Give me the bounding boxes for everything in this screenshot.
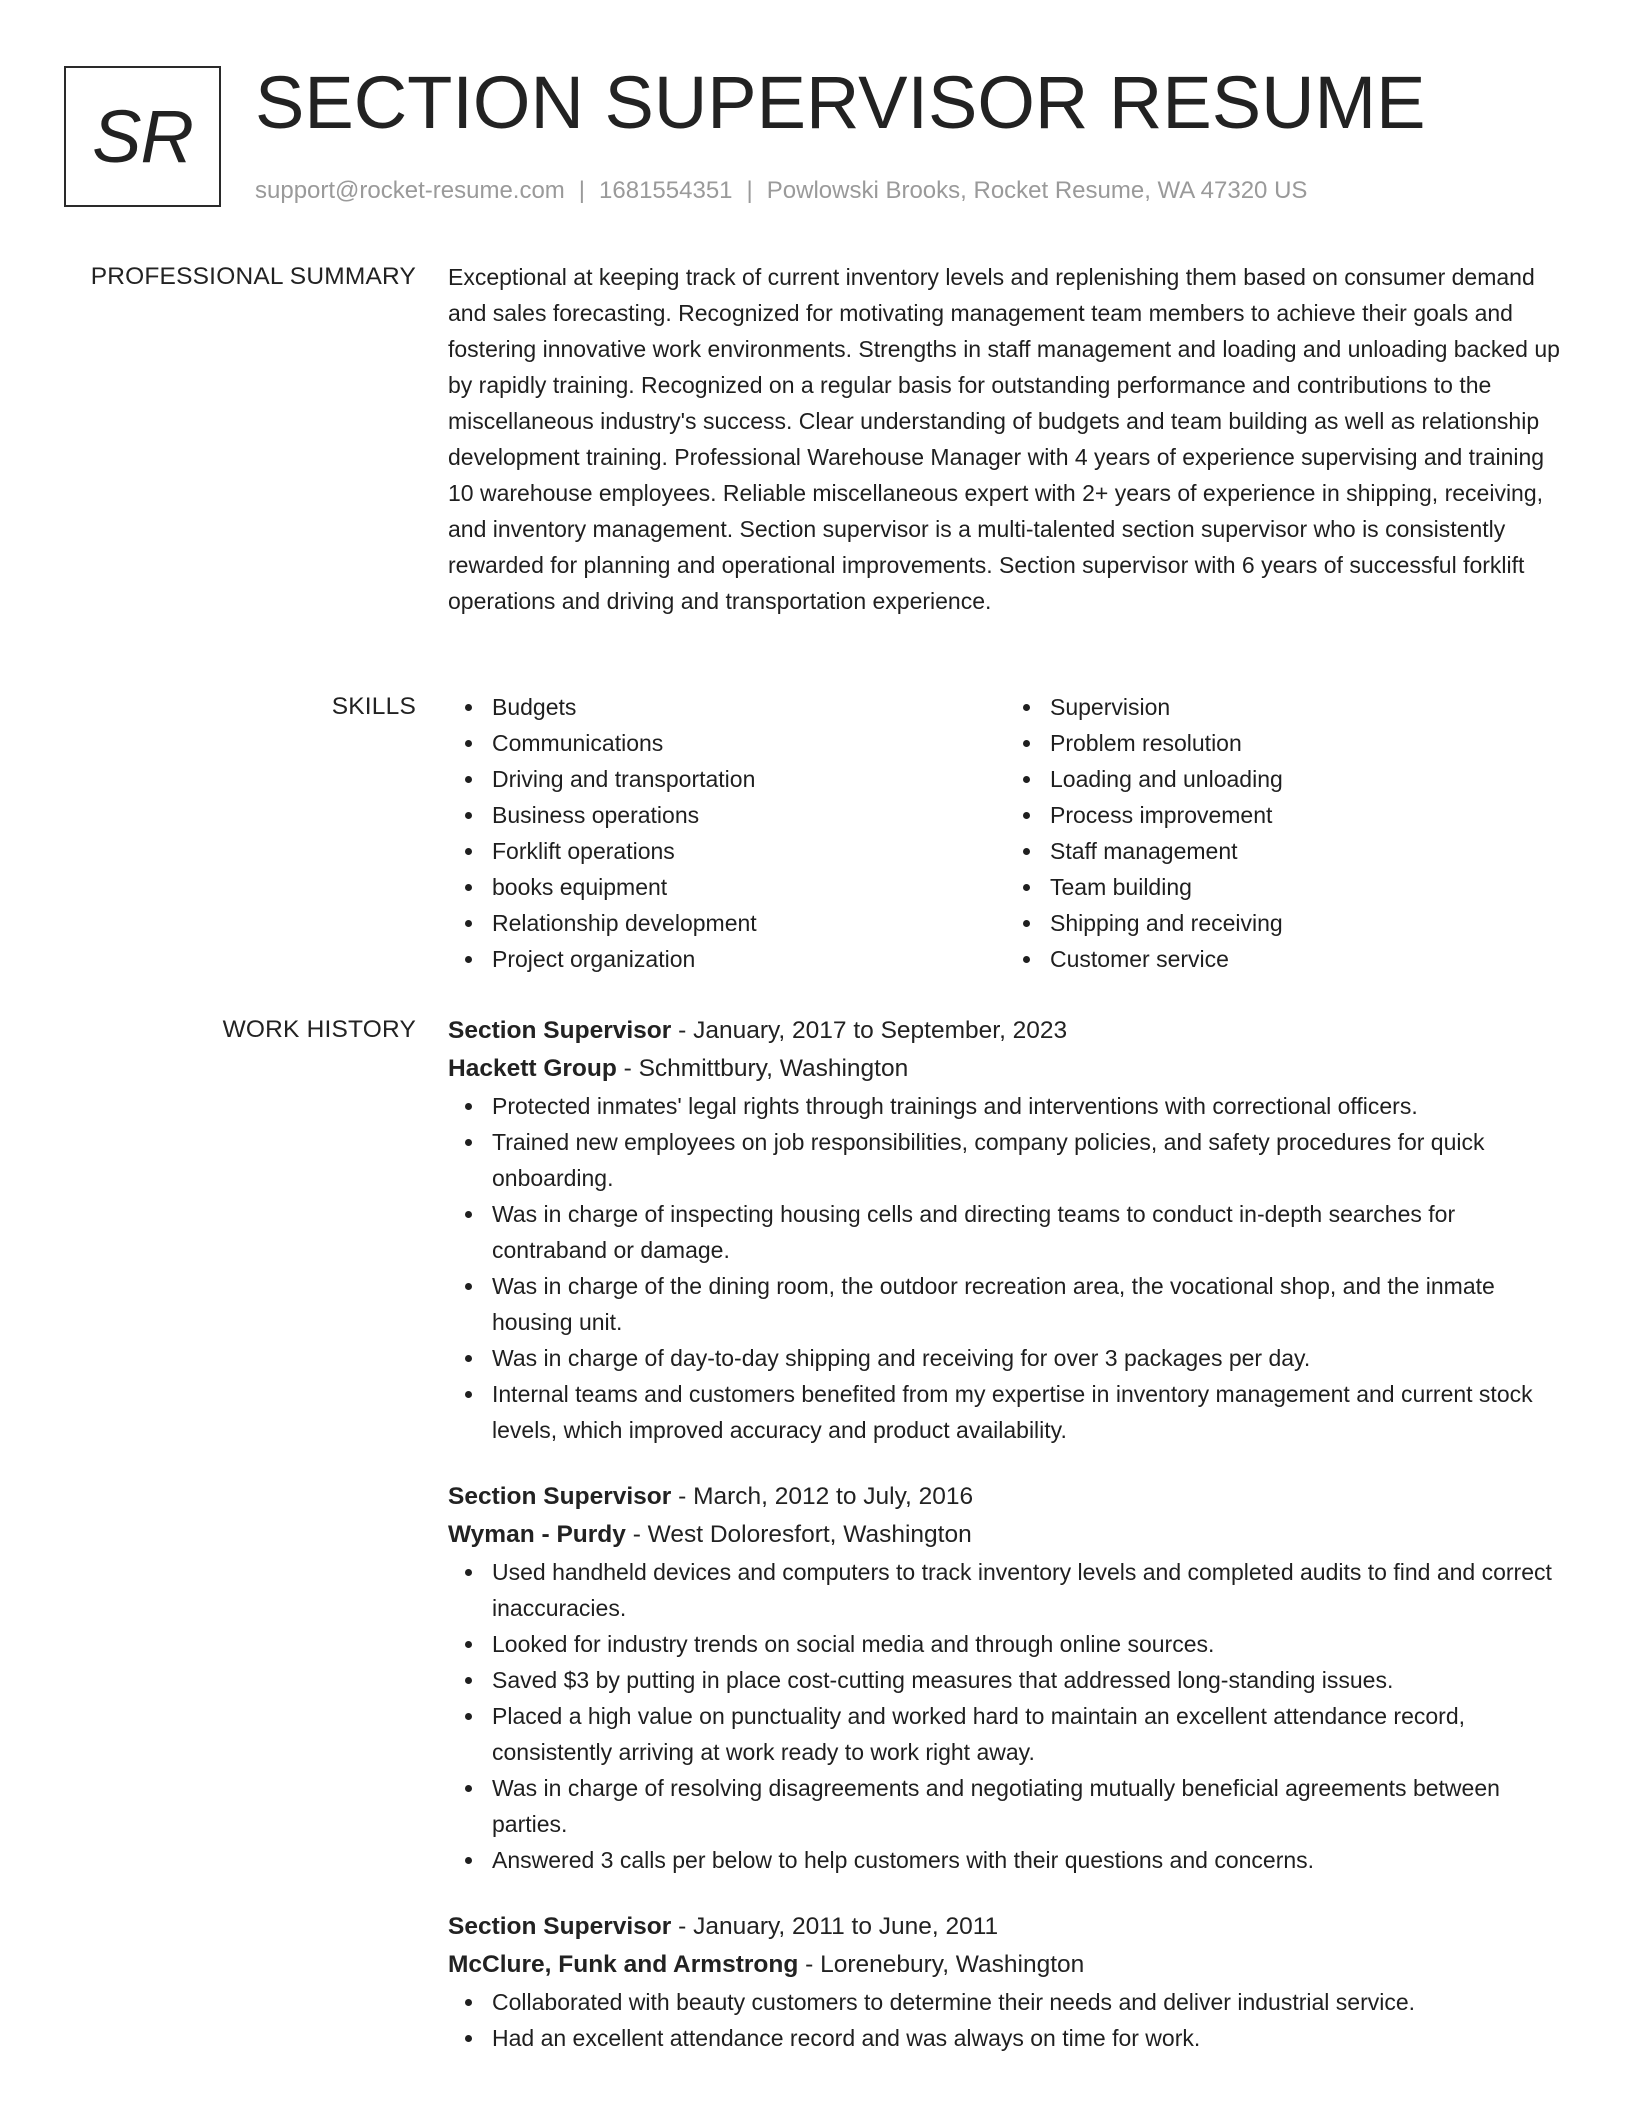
job-duties-list xyxy=(448,1554,1564,1878)
skill-item: Project organization xyxy=(492,941,1006,977)
job-duty: Was in charge of day-to-day shipping and receiving for over 3 packages per day. xyxy=(448,1340,1564,1376)
job-duty: Placed a high value on punctuality and worked hard to maintain an excellent attendance record, consistently arriving at work ready to work right away. xyxy=(448,1698,1564,1770)
job-dates: - January, 2017 to September, 2023 xyxy=(671,1017,1068,1044)
skill-item: Process improvement xyxy=(1050,797,1564,833)
contact-email: support@rocket-resume.com xyxy=(255,177,565,204)
contact-separator: | xyxy=(746,177,753,204)
job-company-line xyxy=(448,1050,1564,1088)
skill-item: Budgets xyxy=(492,689,1006,725)
skill-item: Forklift operations xyxy=(492,833,1006,869)
skill-item: Supervision xyxy=(1050,689,1564,725)
job-title: Section Supervisor xyxy=(448,1017,672,1044)
job-title-line xyxy=(448,1012,1564,1050)
job-duty: Saved $3 by putting in place cost-cutting measures that addressed long-standing issues. xyxy=(448,1662,1564,1698)
job-location: - Lorenebury, Washington xyxy=(798,1951,1085,1978)
job-duties-list xyxy=(448,1984,1564,2056)
job-company: Wyman - Purdy xyxy=(448,1521,626,1548)
skills-label: SKILLS xyxy=(331,693,416,720)
job-company: McClure, Funk and Armstrong xyxy=(448,1951,799,1978)
job-entry xyxy=(448,1012,1564,1448)
skill-item: Customer service xyxy=(1050,941,1564,977)
job-duty: Was in charge of resolving disagreements and negotiating mutually beneficial agreements between parties. xyxy=(448,1770,1564,1842)
job-duty: Was in charge of inspecting housing cells and directing teams to conduct in-depth searches for contraband or damage. xyxy=(448,1196,1564,1268)
job-company-line xyxy=(448,1946,1564,1984)
skill-item: Shipping and receiving xyxy=(1050,905,1564,941)
job-entry xyxy=(448,1478,1564,1878)
skills-list-right xyxy=(1006,689,1564,977)
job-title: Section Supervisor xyxy=(448,1483,672,1510)
contact-line xyxy=(255,174,1307,208)
skills-list-left xyxy=(448,689,1006,977)
summary-text: Exceptional at keeping track of current inventory levels and replenishing them based on consumer demand and sales forecasting. Recognized for motivating management team members to achieve their goals and fostering innovative work environments. Strengths in staff management and loading and unloading backed up by rapidly training. Recognized on a regular basis for outstanding performance and contributions to the miscellaneous industry's success. Clear understanding of budgets and team building as well as relationship development training. Professional Warehouse Manager with 4 years of experience supervising and training 10 warehouse employees. Reliable miscellaneous expert with 2+ years of experience in shipping, receiving, and inventory management. Section supervisor is a multi-talented section supervisor who is consistently rewarded for planning and operational improvements. Section supervisor with 6 years of successful forklift operations and driving and transportation experience. xyxy=(448,264,1560,614)
skill-item: Team building xyxy=(1050,869,1564,905)
job-company: Hackett Group xyxy=(448,1055,617,1082)
summary-body xyxy=(448,259,1564,619)
skill-item: Loading and unloading xyxy=(1050,761,1564,797)
skill-item: Business operations xyxy=(492,797,1006,833)
contact-phone: 1681554351 xyxy=(599,177,733,204)
work-history-body xyxy=(448,1012,1564,2056)
job-entry xyxy=(448,1908,1564,2056)
job-duty: Looked for industry trends on social media and through online sources. xyxy=(448,1626,1564,1662)
job-duty: Used handheld devices and computers to track inventory levels and completed audits to find and correct inaccuracies. xyxy=(448,1554,1564,1626)
page-title: SECTION SUPERVISOR RESUME xyxy=(255,61,1426,144)
skill-item: Staff management xyxy=(1050,833,1564,869)
initials-monogram: SR xyxy=(64,66,221,207)
contact-separator: | xyxy=(578,177,586,204)
job-title-line xyxy=(448,1908,1564,1946)
job-duty: Was in charge of the dining room, the outdoor recreation area, the vocational shop, and the inmate housing unit. xyxy=(448,1268,1564,1340)
job-dates: - March, 2012 to July, 2016 xyxy=(671,1483,974,1510)
skill-item: Communications xyxy=(492,725,1006,761)
contact-address: Powlowski Brooks, Rocket Resume, WA 47320 US xyxy=(766,177,1308,204)
job-location: - Schmittbury, Washington xyxy=(616,1055,909,1082)
summary-label: PROFESSIONAL SUMMARY xyxy=(90,263,416,290)
skill-item: Relationship development xyxy=(492,905,1006,941)
job-duties-list xyxy=(448,1088,1564,1448)
job-dates: - January, 2011 to June, 2011 xyxy=(671,1913,999,1940)
skill-item: Driving and transportation xyxy=(492,761,1006,797)
job-duty: Collaborated with beauty customers to determine their needs and deliver industrial service. xyxy=(448,1984,1564,2020)
job-duty: Protected inmates' legal rights through trainings and interventions with correctional officers. xyxy=(448,1088,1564,1124)
job-company-line xyxy=(448,1516,1564,1554)
job-duty: Answered 3 calls per below to help customers with their questions and concerns. xyxy=(448,1842,1564,1878)
job-duty: Had an excellent attendance record and was always on time for work. xyxy=(448,2020,1564,2056)
job-title: Section Supervisor xyxy=(448,1913,672,1940)
skills-body xyxy=(448,689,1564,977)
job-duty: Trained new employees on job responsibilities, company policies, and safety procedures for quick onboarding. xyxy=(448,1124,1564,1196)
job-location: - West Doloresfort, Washington xyxy=(625,1521,972,1548)
work-history-label: WORK HISTORY xyxy=(222,1016,416,1043)
job-duty: Internal teams and customers benefited from my expertise in inventory management and current stock levels, which improved accuracy and product availability. xyxy=(448,1376,1564,1448)
job-title-line xyxy=(448,1478,1564,1516)
skill-item: books equipment xyxy=(492,869,1006,905)
skill-item: Problem resolution xyxy=(1050,725,1564,761)
